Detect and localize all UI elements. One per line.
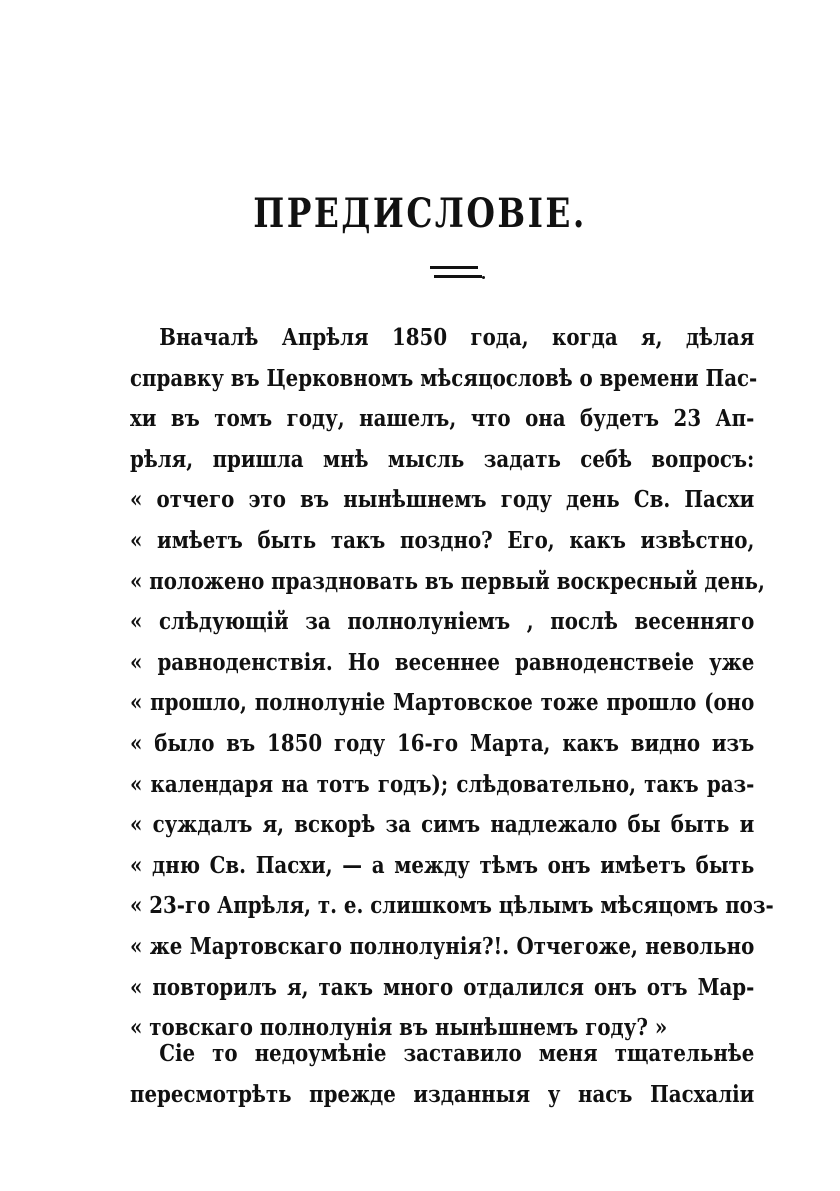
- text-line: « суждалъ я, вскорѣ за симъ надлежало бы быть и: [130, 811, 755, 839]
- page-title: ПРЕДИСЛОВІЕ.: [253, 190, 587, 237]
- text-line: « положено праздновать въ первый воскресный день,: [130, 567, 765, 595]
- text-line: рѣля, пришла мнѣ мысль задать себѣ вопросъ:: [130, 445, 755, 473]
- ornament-dot: [482, 276, 485, 279]
- text-line: пересмотрѣть прежде изданныя у насъ Пасхаліи: [130, 1080, 755, 1108]
- text-line: « имѣетъ быть такъ поздно? Его, какъ извѣстно,: [130, 526, 755, 554]
- paragraph-2: [130, 1034, 754, 1115]
- text-line: « же Мартовскаго полнолунія?!. Отчегоже, невольно: [130, 932, 755, 960]
- text-line: « было въ 1850 году 16-го Марта, какъ видно изъ: [130, 729, 755, 757]
- title-ornament: [430, 266, 490, 286]
- text-line: « повторилъ я, такъ много отдалился онъ отъ Мар-: [130, 973, 755, 1001]
- text-line: « отчего это въ нынѣшнемъ году день Св. Пасхи: [130, 486, 755, 514]
- text-line: « равноденствія. Но весеннее равноденствеіе уже: [130, 648, 755, 676]
- text-line: Вначалѣ Апрѣля 1850 года, когда я, дѣлая: [159, 324, 755, 351]
- text-line: « дню Св. Пасхи, — а между тѣмъ онъ имѣетъ быть: [130, 851, 755, 879]
- text-line: « 23-го Апрѣля, т. е. слишкомъ цѣлымъ мѣсяцомъ поз-: [130, 892, 774, 920]
- text-line: « календаря на тотъ годъ); слѣдовательно, такъ раз-: [130, 770, 755, 798]
- text-line: « слѣдующій за полнолуніемъ , послѣ весенняго: [130, 608, 755, 636]
- paragraph-1: [130, 318, 774, 1049]
- text-line: хи въ томъ году, нашелъ, что она будетъ 23 Ап-: [130, 405, 755, 433]
- text-line: справку въ Церковномъ мѣсяцословѣ о времени Пас-: [130, 364, 758, 392]
- text-line: Сіе то недоумѣніе заставило меня тщательнѣе: [159, 1040, 755, 1067]
- ornament-line: [434, 275, 482, 278]
- text-line: « прошло, полнолуніе Мартовское тоже прошло (оно: [130, 689, 755, 717]
- ornament-line: [430, 266, 478, 269]
- text-line: « товскаго полнолунія въ нынѣшнемъ году? »: [130, 1014, 668, 1042]
